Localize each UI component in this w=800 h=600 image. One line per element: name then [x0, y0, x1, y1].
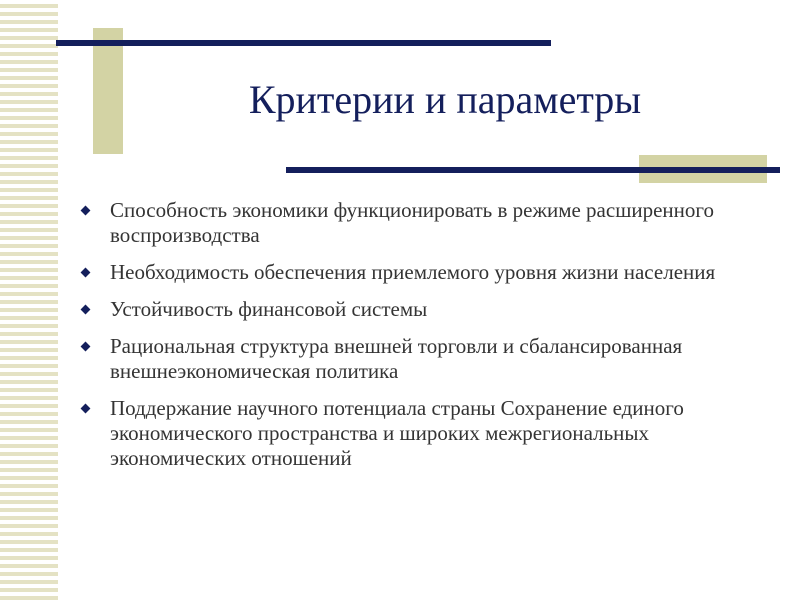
diamond-bullet-icon [81, 404, 91, 414]
bullet-item [80, 198, 780, 248]
slide-title: Критерии и параметры [248, 77, 642, 122]
decorative-line-top [56, 40, 551, 46]
bullet-text: Необходимость обеспечения приемлемого уровня жизни населения [110, 260, 716, 284]
bullet-item [80, 260, 780, 285]
bullet-list [80, 198, 780, 483]
decorative-block-top [93, 28, 123, 154]
diamond-bullet-icon [81, 305, 91, 315]
diamond-bullet-icon [81, 206, 91, 216]
bullet-text: Способность экономики функционировать в режиме расширенного воспроизводства [110, 198, 714, 247]
bullet-text: Рациональная структура внешней торговли и сбалансированная внешнеэкономическая политика [110, 334, 683, 383]
bullet-item [80, 396, 780, 471]
bullet-item [80, 334, 780, 384]
bullet-item [80, 297, 780, 322]
striped-side-border [0, 0, 58, 600]
bullet-text: Устойчивость финансовой системы [110, 297, 428, 321]
bullet-text: Поддержание научного потенциала страны Сохранение единого экономического пространства и широких межрегиональных экономических отношений [110, 396, 684, 470]
diamond-bullet-icon [81, 342, 91, 352]
decorative-line-bottom [286, 167, 780, 173]
diamond-bullet-icon [81, 268, 91, 278]
